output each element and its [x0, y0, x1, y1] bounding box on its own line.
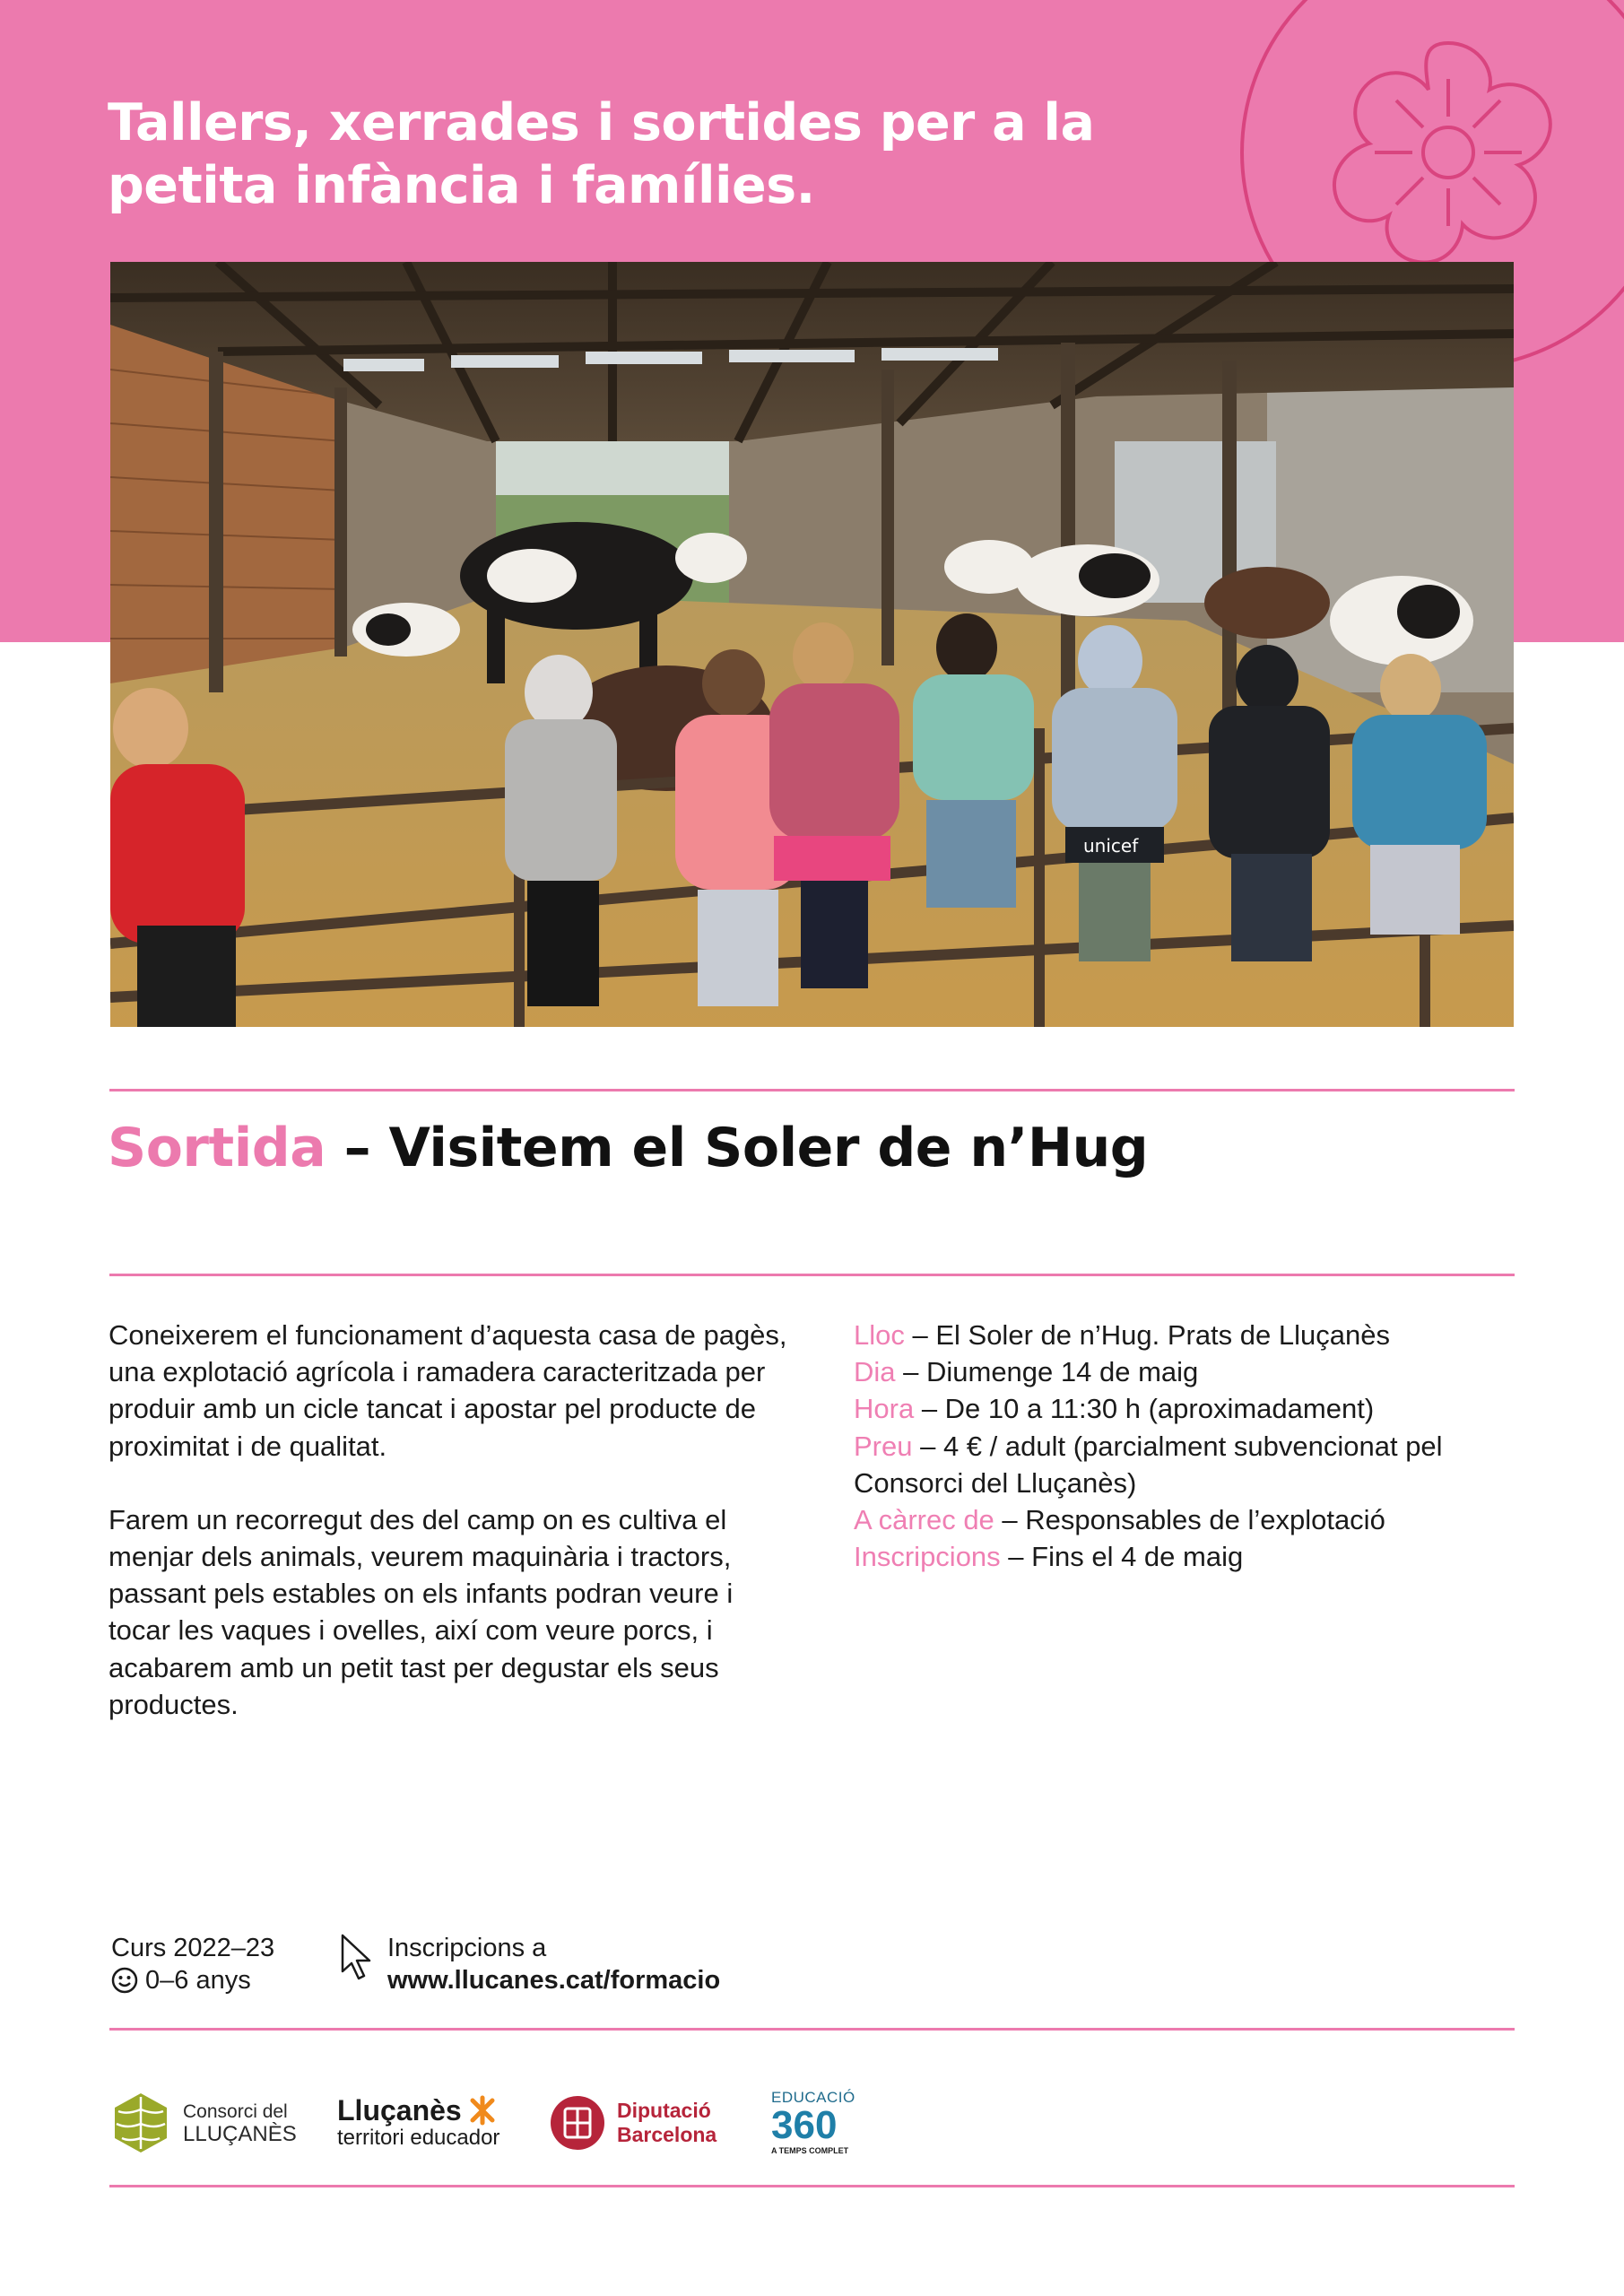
- headline-line-1: Tallers, xerrades i sortides per a la: [108, 93, 1095, 152]
- llucanes-line-2: territori educador: [337, 2126, 500, 2150]
- detail-registration: Inscripcions – Fins el 4 de maig: [854, 1541, 1244, 1573]
- logo-consorci: [109, 2083, 297, 2163]
- registration-link[interactable]: www.llucanes.cat/formacio: [387, 1966, 721, 1995]
- consorci-line-1: Consorci del: [183, 2101, 288, 2122]
- description-paragraph-1: Coneixerem el funcionament d’aquesta casa de pagès, una explotació agrícola i ramadera caracteritzada per produir amb un cicle tancat i apostar pel producte de proximitat i de qualitat.: [109, 1319, 787, 1462]
- smiley-icon: [111, 1967, 138, 1994]
- farm-photo: [110, 262, 1514, 1027]
- orange-star-icon: [467, 2095, 498, 2126]
- course-info: [111, 1932, 274, 1996]
- event-description: [109, 1317, 790, 1760]
- divider-footer-bottom: [109, 2185, 1515, 2187]
- llucanes-line-1: Lluçanès: [337, 2094, 462, 2126]
- cursor-icon: [339, 1932, 375, 1982]
- registration-label: Inscripcions a: [387, 1934, 547, 1962]
- detail-place: Lloc – El Soler de n’Hug. Prats de Lluçanès: [854, 1319, 1390, 1351]
- course-year: Curs 2022–23: [111, 1934, 275, 1962]
- consorci-leaf-icon: [109, 2092, 172, 2154]
- description-paragraph-2: Farem un recorregut des del camp on es cultiva el menjar dels animals, veurem maquinària i tractors, passant pels estables on els infants podran veure i tocar les vaques i ovelles, així com veure porcs, i acabarem amb un petit tast per degustar els seus productes.: [109, 1503, 734, 1720]
- barn-illustration: [110, 262, 1514, 1027]
- detail-day: Dia – Diumenge 14 de maig: [854, 1356, 1199, 1388]
- event-title: [108, 1116, 1148, 1180]
- educacio-bottom: A TEMPS COMPLET: [771, 2146, 849, 2155]
- logo-strip: [109, 2083, 1515, 2163]
- divider-mid: [109, 1274, 1515, 1276]
- detail-responsible: A càrrec de – Responsables de l’explotació: [854, 1504, 1385, 1536]
- event-kind: Sortida: [108, 1117, 326, 1179]
- divider-top: [109, 1089, 1515, 1091]
- logo-llucanes-territori: [337, 2083, 499, 2163]
- detail-price: Preu – 4 € / adult (parcialment subvencionat pel Consorci del Lluçanès): [854, 1430, 1443, 1499]
- age-range-text: 0–6 anys: [145, 1966, 251, 1995]
- divider-footer-top: [109, 2028, 1515, 2031]
- diputacio-line-2: Barcelona: [617, 2123, 717, 2146]
- detail-time: Hora – De 10 a 11:30 h (aproximadament): [854, 1393, 1375, 1425]
- consorci-line-2: LLUÇANÈS: [183, 2122, 297, 2146]
- registration-info: [339, 1932, 720, 1996]
- educacio-top: EDUCACIÓ: [771, 2089, 855, 2106]
- event-name: – Visitem el Soler de n’Hug: [326, 1117, 1149, 1179]
- page-headline: [108, 91, 1184, 217]
- unicef-label: unicef: [1083, 835, 1139, 857]
- educacio-number: 360: [771, 2103, 838, 2147]
- logo-educacio-360: [771, 2083, 855, 2163]
- logo-diputacio: [549, 2083, 716, 2163]
- event-details: [854, 1317, 1517, 1575]
- diputacio-line-1: Diputació: [617, 2099, 711, 2122]
- headline-line-2: petita infància i famílies.: [108, 156, 815, 215]
- age-range: [111, 1964, 274, 1996]
- diputacio-shield-icon: [549, 2094, 606, 2152]
